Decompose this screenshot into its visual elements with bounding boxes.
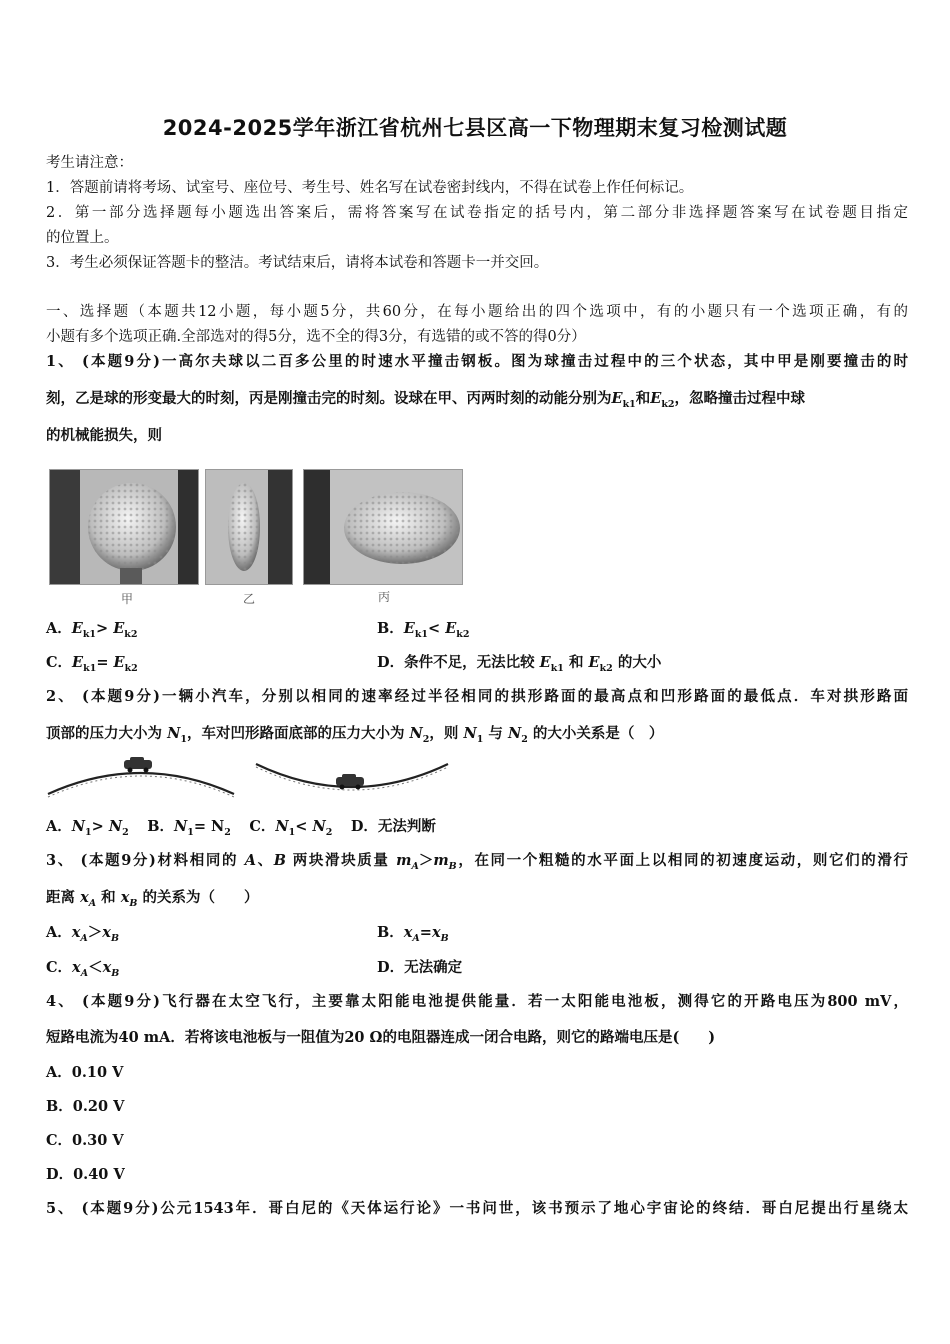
golf-ball-photo-bing bbox=[303, 469, 463, 585]
notice-item: 1．答题前请将考场、试室号、座位号、考生号、姓名写在试卷密封线内，不得在试卷上作任何标记。 bbox=[46, 180, 694, 196]
photo-caption: 甲 bbox=[121, 592, 134, 606]
question-2-options bbox=[46, 815, 436, 845]
option-d[interactable]: D．0.40 V bbox=[46, 1166, 125, 1183]
question-4-text: 短路电流为40 mA．若将该电池板与一阻值为20 Ω的电阻器连成一闭合电路，则它的路端电压是( ) bbox=[46, 1029, 716, 1046]
option-b[interactable]: B．$N_1= N_2$ bbox=[147, 818, 231, 838]
page-title: 2024-2025学年浙江省杭州七县区高一下物理期末复习检测试题 bbox=[162, 116, 788, 140]
option-b[interactable]: B．0.20 V bbox=[46, 1098, 125, 1115]
question-5-text: 5、 (本题9分)公元1543年．哥白尼的《天体运行论》一书问世，该书预示了地心宇宙论的终结．哥白尼提出行星绕太 bbox=[46, 1200, 908, 1217]
option-a[interactable]: A．$E_{k1}> E_{k2}$ bbox=[46, 620, 138, 640]
option-d[interactable]: D．无法确定 bbox=[377, 959, 463, 976]
photo-caption: 乙 bbox=[243, 592, 256, 606]
golf-ball-photo-jia bbox=[49, 469, 199, 585]
question-3-text: 3、 (本题9分)材料相同的 A、B 两块滑块质量 $m_A>m_B$，在同一个粗糙的水平面上以相同的初速度运动，则它们的滑行 bbox=[46, 852, 909, 872]
photo-caption: 丙 bbox=[378, 590, 391, 604]
option-b[interactable]: B．$x_A=x_B$ bbox=[377, 924, 449, 944]
notice-item: 2．第一部分选择题每小题选出答案后，需将答案写在试卷指定的括号内，第二部分非选择题答案写在试卷题目指定 bbox=[46, 205, 908, 221]
option-a[interactable]: A．$x_A>x_B$ bbox=[46, 924, 119, 944]
option-c[interactable]: C．$N_1< N_2$ bbox=[249, 818, 333, 838]
question-2-text: 2、 (本题9分)一辆小汽车，分别以相同的速率经过半径相同的拱形路面的最高点和凹形路面的最低点．车对拱形路面 bbox=[46, 688, 908, 705]
option-d[interactable]: D．条件不足，无法比较 $E_{k1}$ 和 $E_{k2}$ 的大小 bbox=[377, 654, 662, 674]
question-3-text: 距离 $x_A$ 和 $x_B$ 的关系为（ ） bbox=[46, 889, 259, 909]
question-1-text: 1、 (本题9分)一高尔夫球以二百多公里的时速水平撞击钢板。图为球撞击过程中的三个状态，其中甲是刚要撞击的时 bbox=[46, 353, 908, 370]
notice-item: 3．考生必须保证答题卡的整洁。考试结束后，请将本试卷和答题卡一并交回。 bbox=[46, 255, 549, 271]
option-a[interactable]: A．$N_1> N_2$ bbox=[46, 818, 129, 838]
option-d[interactable]: D．无法判断 bbox=[350, 818, 436, 835]
option-c[interactable]: C．0.30 V bbox=[46, 1132, 124, 1149]
question-4-text: 4、 (本题9分)飞行器在太空飞行，主要靠太阳能电池提供能量．若一太阳能电池板，测得它的开路电压为800 mV， bbox=[46, 993, 908, 1010]
question-1-text: 刻，乙是球的形变最大的时刻，丙是刚撞击完的时刻。设球在甲、丙两时刻的动能分别为$E_{k1}$和$E_{k2}$，忽略撞击过程中球 bbox=[46, 390, 806, 410]
section-instructions: 小题有多个选项正确.全部选对的得5分，选不全的得3分，有选错的或不答的得0分） bbox=[46, 329, 586, 345]
option-c[interactable]: C．$E_{k1}= E_{k2}$ bbox=[46, 654, 138, 674]
notice-item: 的位置上。 bbox=[46, 230, 119, 246]
golf-ball-photo-yi bbox=[205, 469, 293, 585]
option-a[interactable]: A．0.10 V bbox=[46, 1064, 124, 1081]
option-c[interactable]: C．$x_A<x_B$ bbox=[46, 959, 120, 979]
section-instructions: 一、选择题（本题共12小题，每小题5分，共60分，在每小题给出的四个选项中，有的小题只有一个选项正确，有的 bbox=[46, 304, 908, 320]
option-b[interactable]: B．$E_{k1}< E_{k2}$ bbox=[377, 620, 470, 640]
concave-road-diagram bbox=[254, 760, 450, 798]
notice-heading: 考生请注意： bbox=[46, 155, 133, 171]
question-1-text: 的机械能损失，则 bbox=[46, 427, 162, 444]
question-2-text: 顶部的压力大小为 $N_1$，车对凹形路面底部的压力大小为 $N_2$，则 $N_1$ 与 $N_2$ 的大小关系是（ ） bbox=[46, 725, 664, 745]
arch-road-diagram bbox=[46, 756, 236, 798]
